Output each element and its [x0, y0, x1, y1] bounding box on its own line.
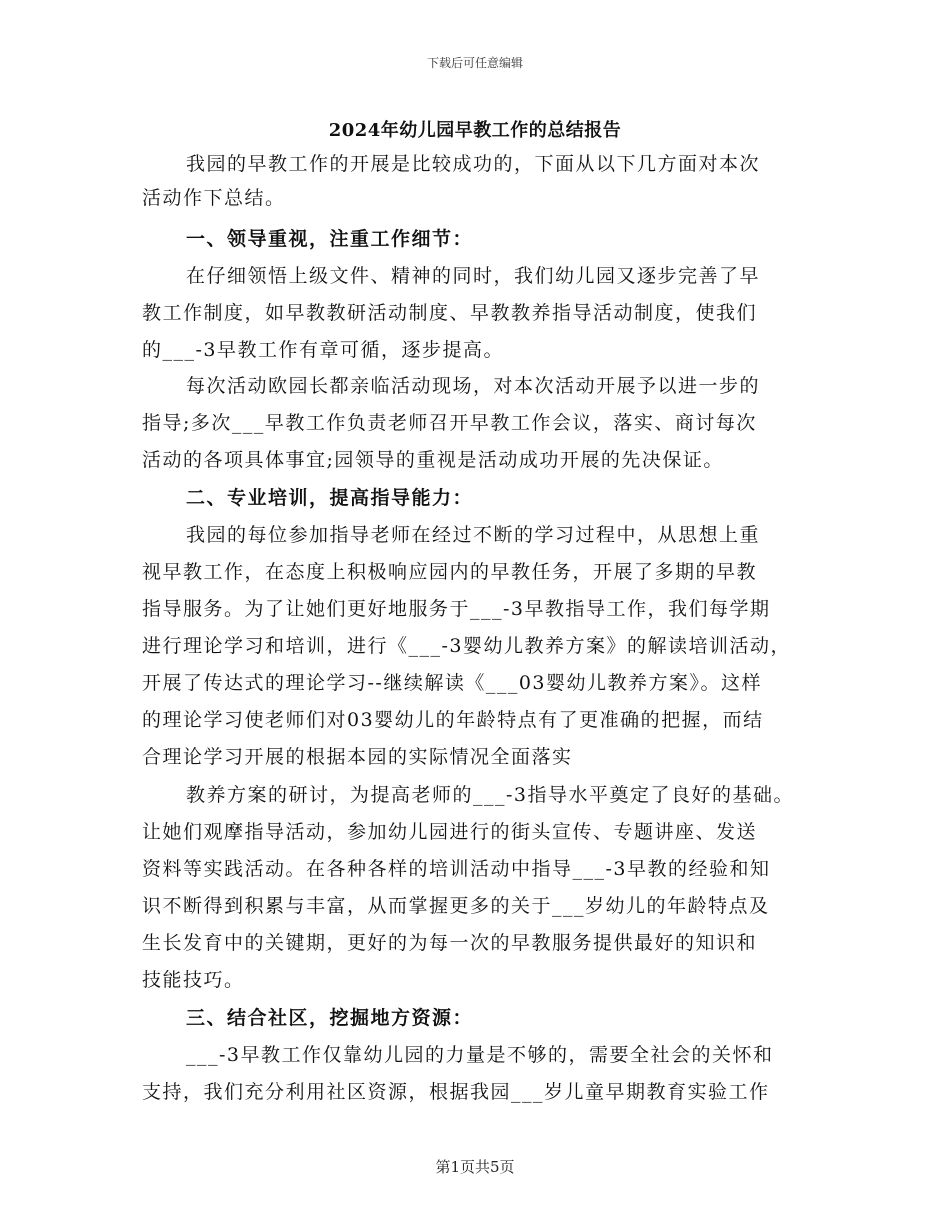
paragraph-line: 指导服务。为了让她们更好地服务于___-3早教指导工作，我们每学期 [142, 598, 771, 620]
paragraph-line: 在仔细领悟上级文件、精神的同时，我们幼儿园又逐步完善了早 [186, 265, 761, 287]
paragraph-line: ___-3早教工作仅靠幼儿园的力量是不够的，需要全社会的关怀和 [186, 1044, 774, 1066]
paragraph-line: 每次活动欧园长都亲临活动现场，对本次活动开展予以进一步的 [186, 375, 761, 397]
paragraph-line: 资料等实践活动。在各种各样的培训活动中指导___-3早教的经验和知 [142, 858, 771, 880]
paragraph-line: 合理论学习开展的根据本园的实际情况全面落实 [142, 746, 573, 768]
paragraph-line: 视早教工作，在态度上积极响应园内的早教任务，开展了多期的早教 [142, 561, 758, 583]
paragraph-line: 识不断得到积累与丰富，从而掌握更多的关于___岁幼儿的年龄特点及 [142, 895, 770, 917]
page-header: 下载后可任意编辑 [426, 56, 523, 70]
paragraph-line: 生长发育中的关键期，更好的为每一次的早教服务提供最好的知识和 [142, 932, 758, 954]
paragraph-line: 支持，我们充分利用社区资源，根据我园___岁儿童早期教育实验工作 [142, 1081, 770, 1103]
section-heading-3: 三、结合社区，挖掘地方资源： [186, 1007, 474, 1029]
section-heading-1: 一、领导重视，注重工作细节： [186, 228, 474, 250]
paragraph-line: 让她们观摩指导活动，参加幼儿园进行的街头宣传、专题讲座、发送 [142, 821, 758, 843]
paragraph-line: 活动作下总结。 [142, 187, 286, 209]
document-title: 2024年幼儿园早教工作的总结报告 [328, 120, 622, 141]
paragraph-line: 开展了传达式的理论学习--继续解读《___03婴幼儿教养方案》。这样 [142, 672, 763, 694]
paragraph-line: 教工作制度，如早教教研活动制度、早教教养指导活动制度，使我们 [142, 302, 758, 324]
section-heading-2: 二、专业培训，提高指导能力： [186, 487, 474, 509]
paragraph-line: 的理论学习使老师们对03婴幼儿的年龄特点有了更准确的把握，而结 [142, 709, 764, 731]
paragraph-line: 教养方案的研讨，为提高老师的___-3指导水平奠定了良好的基础。 [186, 784, 795, 806]
paragraph-line: 技能技巧。 [142, 969, 245, 991]
page-number: 第1页共5页 [435, 1158, 515, 1176]
paragraph-line: 我园的每位参加指导老师在经过不断的学习过程中，从思想上重 [186, 524, 761, 546]
paragraph-line: 指导;多次___早教工作负责老师召开早教工作会议，落实、商讨每次 [142, 412, 757, 434]
paragraph-line: 活动的各项具体事宜;园领导的重视是活动成功开展的先决保证。 [142, 449, 724, 471]
paragraph-line: 进行理论学习和培训，进行《___-3婴幼儿教养方案》的解读培训活动， [142, 635, 792, 657]
paragraph-line: 的___-3早教工作有章可循，逐步提高。 [142, 339, 505, 361]
paragraph-line: 我园的早教工作的开展是比较成功的，下面从以下几方面对本次 [186, 153, 761, 175]
